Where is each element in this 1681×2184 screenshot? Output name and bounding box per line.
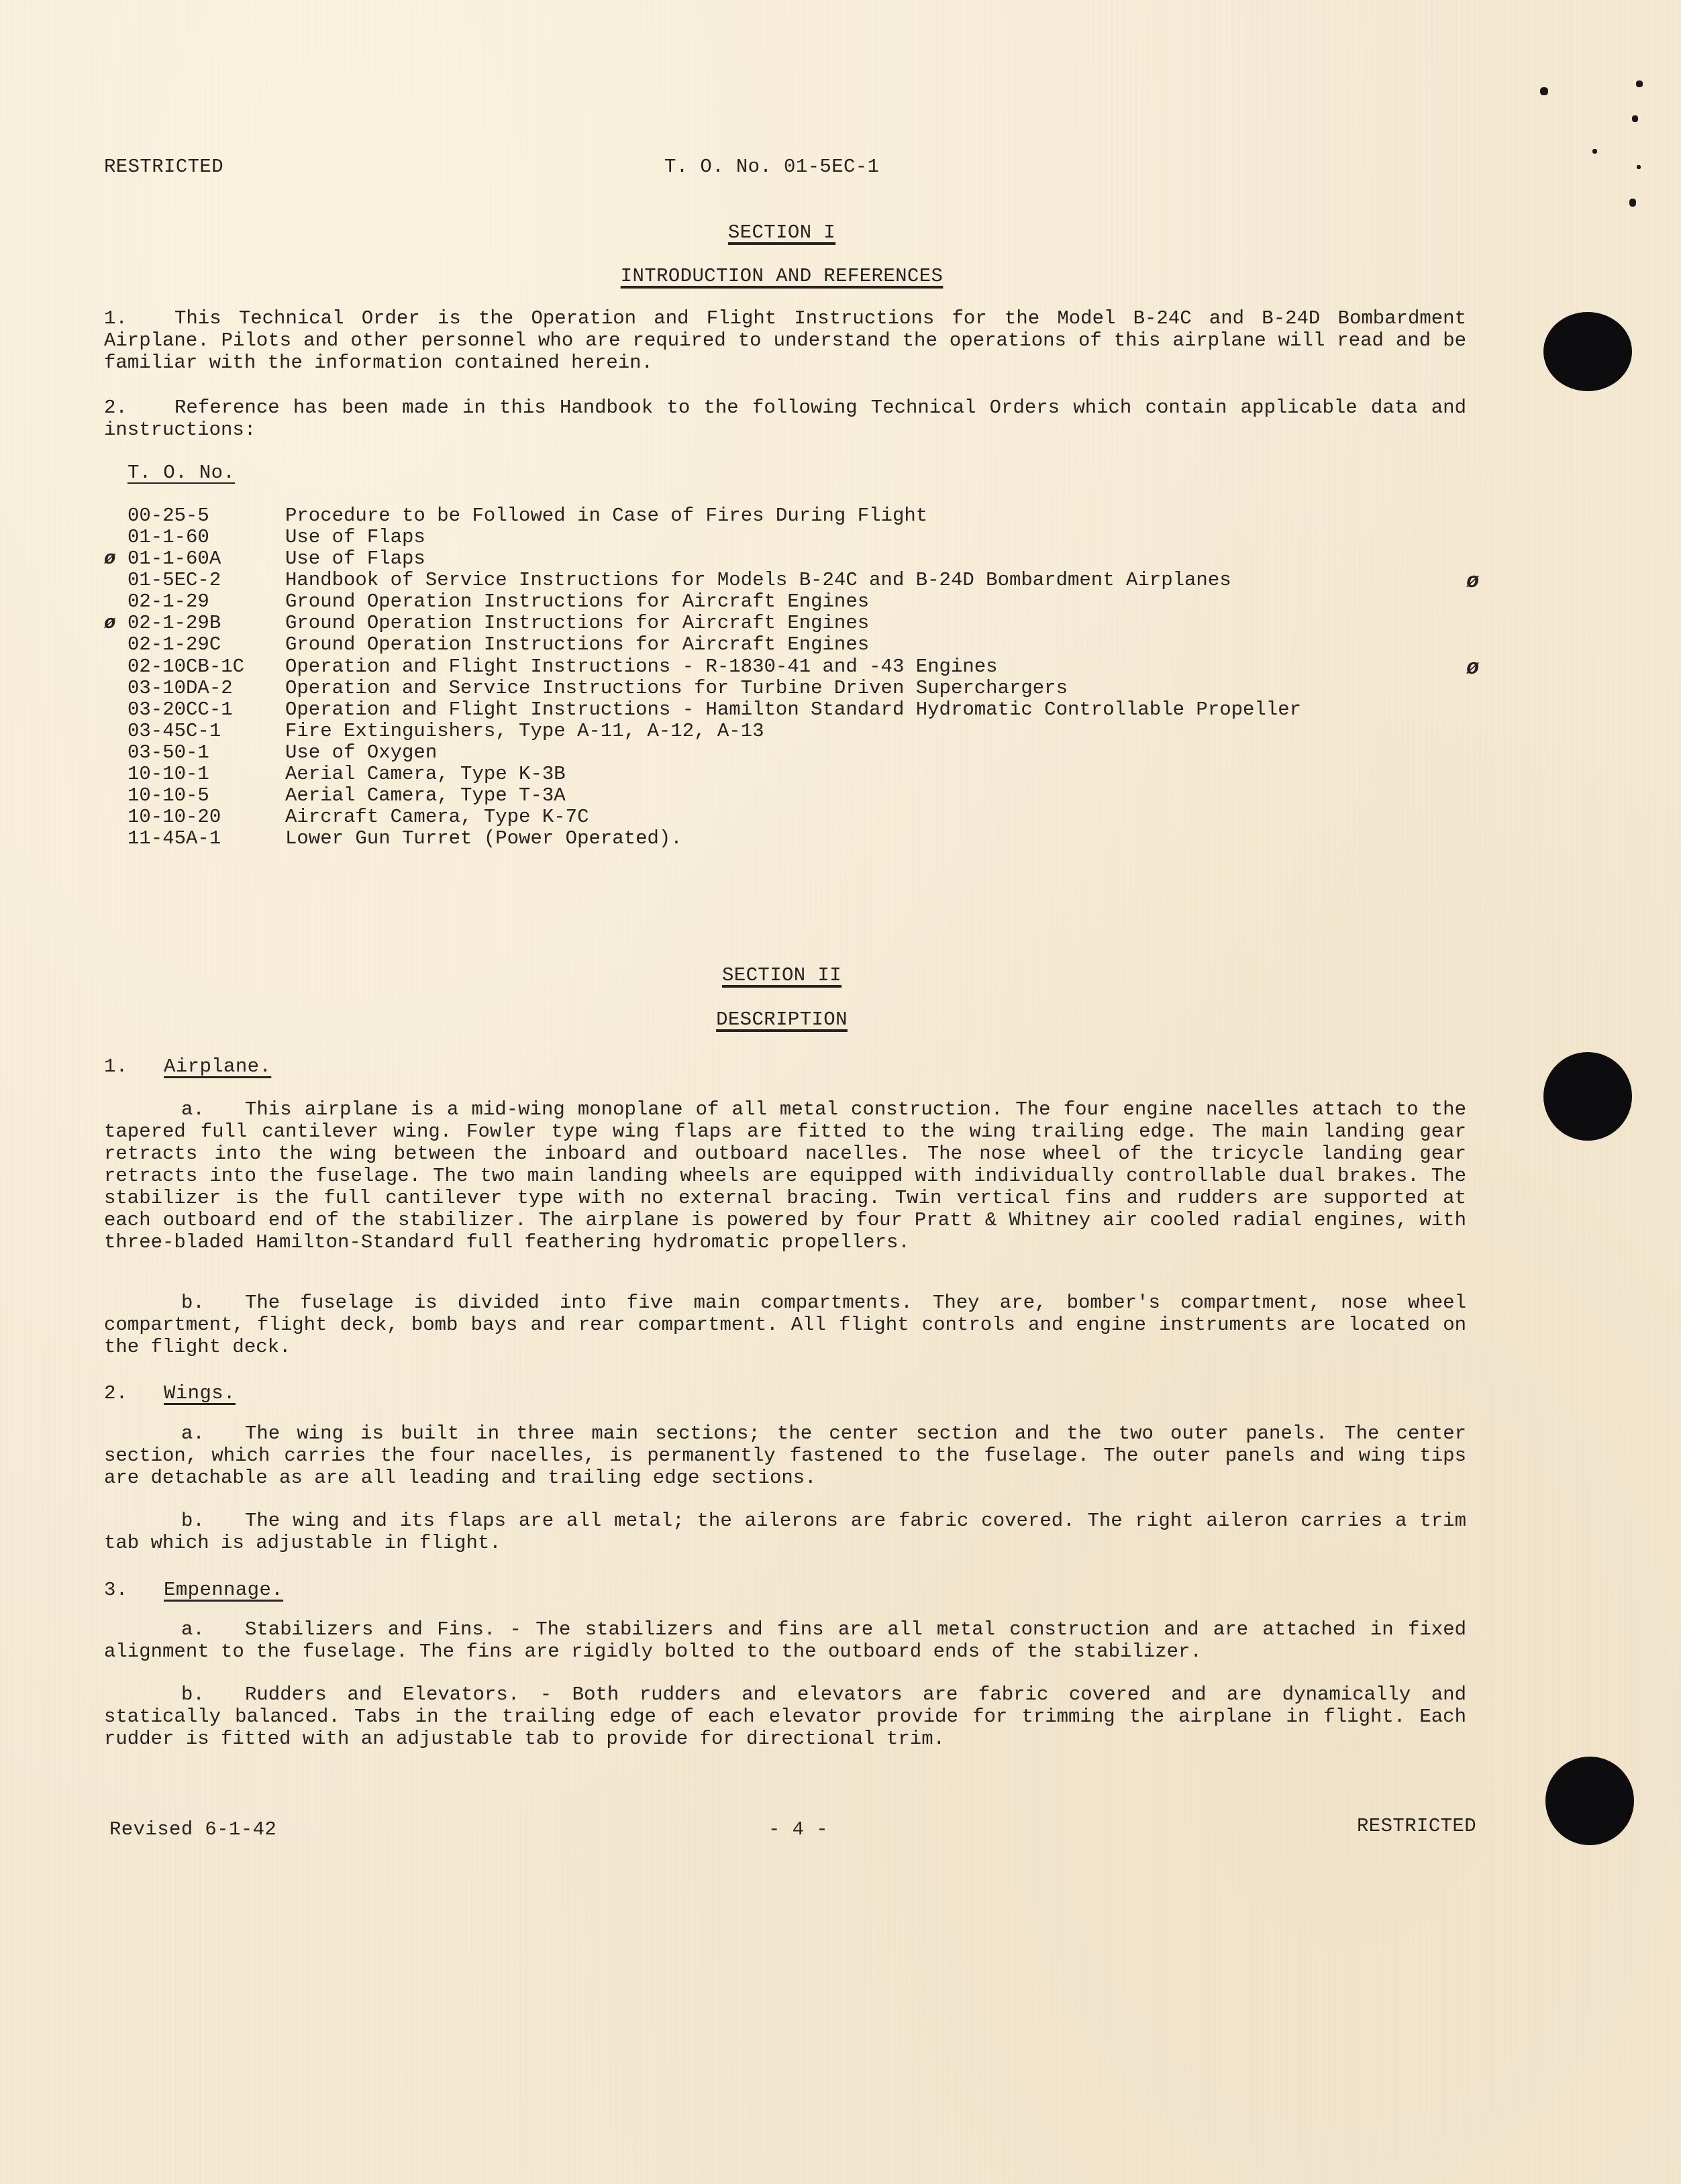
reference-title: Use of Flaps <box>285 526 425 548</box>
reference-code: 10-10-20 <box>128 806 221 828</box>
header-to-number: T. O. No. 01-5EC-1 <box>664 156 880 178</box>
references-column-header: T. O. No. <box>128 462 236 484</box>
reference-code: 10-10-5 <box>128 784 209 807</box>
paragraph-text: Reference has been made in this Handbook to the following Technical Orders which contain applicable data and instructions: <box>104 397 1466 441</box>
item-number: 3. <box>104 1579 128 1601</box>
ink-speck <box>1592 149 1597 154</box>
change-mark-icon: ø <box>1466 569 1480 594</box>
reference-title: Use of Flaps <box>285 548 425 570</box>
section-1-paragraph-1 <box>104 307 1466 374</box>
ink-speck <box>1632 115 1638 122</box>
paragraph-number: 1. <box>104 307 128 329</box>
footer-page-number: - 4 - <box>768 1818 829 1840</box>
item-title: Wings. <box>164 1382 236 1404</box>
ink-speck <box>1629 199 1636 207</box>
ink-speck <box>1540 87 1548 95</box>
change-mark-icon: ø <box>104 548 116 570</box>
reference-title: Handbook of Service Instructions for Models B-24C and B-24D Bombardment Airplanes <box>285 569 1231 591</box>
paragraph-text: This Technical Order is the Operation and Flight Instructions for the Model B-24C and B-24D Bombardment Airplane. Pilots and other personnel who are required to understand the operations of this airplane will read and be familiar with the information contained herein. <box>104 307 1466 374</box>
paragraph-text: This airplane is a mid-wing monoplane of all metal construction. The four engine nacelles attach to the tapered full cantilever wing. Fowler type wing flaps are fitted to the wing trailing edge. The main landing gear retracts into the wing between the inboard and outboard nacelles. The nose wheel of the tricycle landing gear retracts into the fuselage. The two main landing wheels are equipped with individually controllable dual brakes. The stabilizer is the full cantilever type with no external bracing. Twin vertical fins and rudders are supported at each outboard end of the stabilizer. The airplane is powered by four Pratt & Whitney air cooled radial engines, with three-bladed Hamilton-Standard full feathering hydromatic propellers. <box>104 1098 1466 1253</box>
reference-code: 03-45C-1 <box>128 720 221 742</box>
reference-title: Procedure to be Followed in Case of Fires During Flight <box>285 505 928 527</box>
reference-title: Aerial Camera, Type T-3A <box>285 784 566 807</box>
item-1-heading <box>104 1055 271 1078</box>
ink-speck <box>1636 81 1643 87</box>
item-1b-paragraph <box>104 1292 1466 1358</box>
item-title: Empennage. <box>164 1579 284 1601</box>
reference-title: Aerial Camera, Type K-3B <box>285 763 566 785</box>
reference-title: Operation and Flight Instructions - Hamilton Standard Hydromatic Controllable Propeller <box>285 698 1302 721</box>
section-2-heading: SECTION II <box>721 964 842 986</box>
punch-hole <box>1543 1052 1632 1141</box>
reference-code: 03-10DA-2 <box>128 677 233 699</box>
reference-code: 01-1-60 <box>128 526 209 548</box>
section-1-subheading: INTRODUCTION AND REFERENCES <box>620 265 944 287</box>
change-mark-icon: ø <box>104 612 116 634</box>
item-3-heading <box>104 1579 283 1601</box>
reference-code: 03-20CC-1 <box>128 698 233 721</box>
item-2b-paragraph <box>104 1510 1466 1554</box>
paragraph-number: 2. <box>104 397 128 419</box>
sub-letter: a. <box>181 1098 205 1121</box>
item-1a-paragraph <box>104 1098 1466 1253</box>
reference-title: Ground Operation Instructions for Aircraft Engines <box>285 590 870 613</box>
item-title: Airplane. <box>164 1055 272 1078</box>
item-number: 1. <box>104 1055 128 1078</box>
paragraph-text: The fuselage is divided into five main compartments. They are, bomber's compartment, nose wheel compartment, flight deck, bomb bays and rear compartment. All flight controls and engine instruments are located on the flight deck. <box>104 1292 1466 1358</box>
reference-code: 00-25-5 <box>128 505 209 527</box>
footer-revision: Revised 6-1-42 <box>109 1818 277 1840</box>
change-mark-icon: ø <box>1466 656 1480 680</box>
item-3b-paragraph <box>104 1683 1466 1750</box>
reference-code: 01-1-60A <box>128 548 221 570</box>
reference-code: 11-45A-1 <box>128 827 221 849</box>
header-classification: RESTRICTED <box>104 156 224 178</box>
sub-letter: a. <box>181 1422 205 1445</box>
footer-classification: RESTRICTED <box>1357 1815 1477 1837</box>
reference-code: 02-10CB-1C <box>128 656 245 678</box>
sub-letter: b. <box>181 1292 205 1314</box>
reference-title: Fire Extinguishers, Type A-11, A-12, A-13 <box>285 720 764 742</box>
reference-code: 01-5EC-2 <box>128 569 221 591</box>
section-2-subheading: DESCRIPTION <box>716 1008 848 1031</box>
reference-code: 02-1-29B <box>128 612 221 634</box>
paragraph-text: The wing and its flaps are all metal; the ailerons are fabric covered. The right aileron carries a trim tab which is adjustable in flight. <box>104 1510 1466 1554</box>
reference-code: 03-50-1 <box>128 741 209 764</box>
reference-code: 10-10-1 <box>128 763 209 785</box>
reference-title: Operation and Service Instructions for Turbine Driven Superchargers <box>285 677 1068 699</box>
section-1-paragraph-2 <box>104 397 1466 441</box>
ink-speck <box>1637 165 1641 169</box>
reference-title: Lower Gun Turret (Power Operated). <box>285 827 682 849</box>
item-2a-paragraph <box>104 1422 1466 1489</box>
reference-title: Use of Oxygen <box>285 741 438 764</box>
sub-letter: a. <box>181 1618 205 1641</box>
item-2-heading <box>104 1382 236 1404</box>
reference-code: 02-1-29C <box>128 633 221 656</box>
reference-title: Operation and Flight Instructions - R-1830-41 and -43 Engines <box>285 656 998 678</box>
item-number: 2. <box>104 1382 128 1404</box>
sub-letter: b. <box>181 1683 205 1706</box>
paragraph-text: Rudders and Elevators. - Both rudders and elevators are fabric covered and are dynamically and statically balanced. Tabs in the trailing edge of each elevator provide for trimming the airplane in flight. Each rudder is fitted with an adjustable tab to provide for directional trim. <box>104 1683 1466 1750</box>
reference-title: Ground Operation Instructions for Aircraft Engines <box>285 633 870 656</box>
sub-letter: b. <box>181 1510 205 1532</box>
punch-hole <box>1543 312 1632 391</box>
reference-title: Ground Operation Instructions for Aircraft Engines <box>285 612 870 634</box>
section-1-heading: SECTION I <box>727 221 836 244</box>
item-3a-paragraph <box>104 1618 1466 1663</box>
paragraph-text: Stabilizers and Fins. - The stabilizers and fins are all metal construction and are attached in fixed alignment to the fuselage. The fins are rigidly bolted to the outboard ends of the stabilizer. <box>104 1618 1466 1663</box>
punch-hole <box>1545 1757 1634 1845</box>
paragraph-text: The wing is built in three main sections; the center section and the two outer panels. The center section, which carries the four nacelles, is permanently fastened to the fuselage. The outer panels and wing tips are detachable as are all leading and trailing edge sections. <box>104 1422 1466 1489</box>
reference-title: Aircraft Camera, Type K-7C <box>285 806 589 828</box>
reference-code: 02-1-29 <box>128 590 209 613</box>
